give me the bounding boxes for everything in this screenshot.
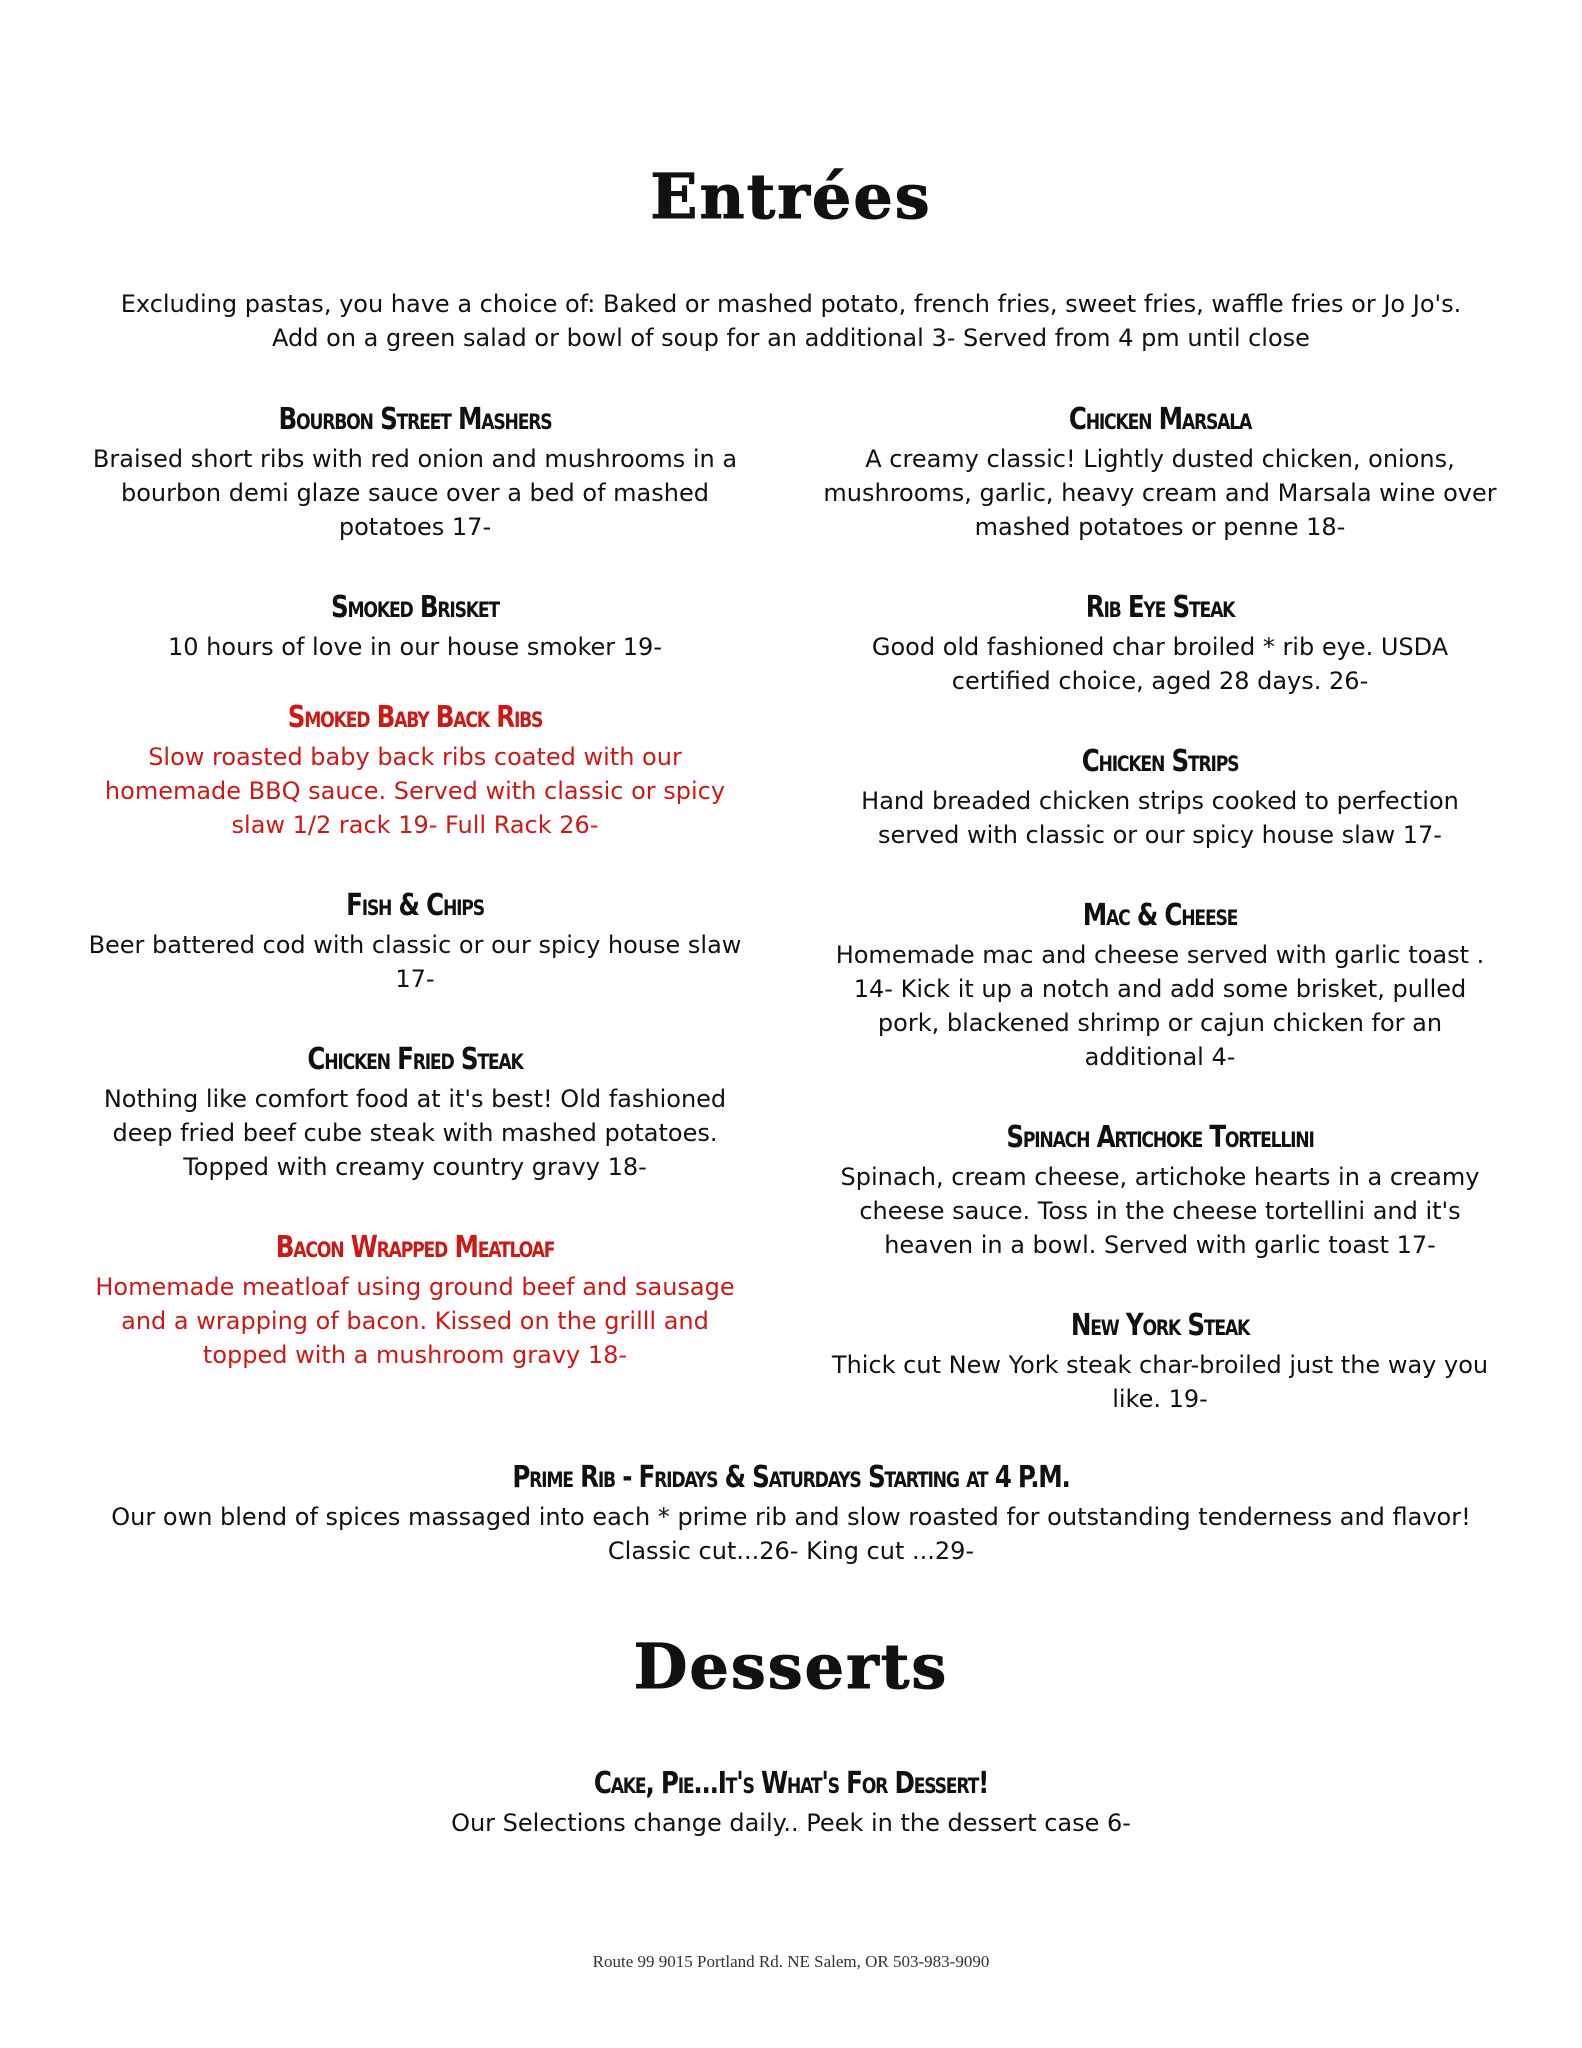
desserts-title: Desserts (633, 1630, 949, 1703)
item-description: Homemade mac and cheese served with garlic toast . 14- Kick it up a notch and add some brisket, pulled pork, blackened shrimp or cajun chicken for an additional 4- (835, 941, 1485, 1071)
menu-item (80, 884, 750, 996)
entrees-left-column (80, 398, 750, 1372)
menu-item (820, 894, 1500, 1074)
item-description: Our Selections change daily.. Peek in the dessert case 6- (451, 1809, 1131, 1837)
item-description: Spinach, cream cheese, artichoke hearts in a creamy cheese sauce. Toss in the cheese tortellini and it's heaven in a bowl. Served with garlic toast 17- (840, 1163, 1480, 1259)
dessert-item (100, 1762, 1482, 1840)
item-name: Smoked Brisket (331, 590, 499, 625)
menu-item (820, 1304, 1500, 1416)
menu-item (820, 1116, 1500, 1262)
prime-rib-item (100, 1456, 1482, 1568)
item-name: Rib Eye Steak (1085, 590, 1235, 625)
item-description-line2: Classic cut...26- King cut ...29- (607, 1537, 975, 1565)
item-description: Homemade meatloaf using ground beef and sausage and a wrapping of bacon. Kissed on the grilll and topped with a mushroom gravy 18- (95, 1273, 735, 1369)
item-name: Chicken Marsala (1068, 402, 1252, 437)
menu-item (80, 1038, 750, 1184)
item-description-line1: Our own blend of spices massaged into each * prime rib and slow roasted for outstanding tenderness and flavor! (111, 1503, 1471, 1531)
item-description: 10 hours of love in our house smoker 19- (168, 633, 662, 661)
item-description: Nothing like comfort food at it's best! Old fashioned deep fried beef cube steak with mashed potatoes. Topped with creamy country gravy 18- (103, 1085, 727, 1181)
item-name: Cake, Pie...It's What's For Dessert! (593, 1766, 989, 1801)
item-name: New York Steak (1070, 1308, 1250, 1343)
entrees-intro: Excluding pastas, you have a choice of: Baked or mashed potato, french fries, sweet fries, waffle fries or Jo Jo's. Add on a green salad or bowl of soup for an additional 3- Served from 4 pm until close (120, 290, 1462, 352)
item-description: Braised short ribs with red onion and mushrooms in a bourbon demi glaze sauce over a bed of mashed potatoes 17- (92, 445, 738, 541)
item-description: Beer battered cod with classic or our spicy house slaw 17- (88, 931, 742, 993)
item-name: Prime Rib - Fridays & Saturdays Starting at 4 P.M. (512, 1460, 1070, 1495)
item-description: Hand breaded chicken strips cooked to perfection served with classic or our spicy house slaw 17- (861, 787, 1459, 849)
item-description: A creamy classic! Lightly dusted chicken, onions, mushrooms, garlic, heavy cream and Marsala wine over mashed potatoes or penne 18- (823, 445, 1497, 541)
footer-address: Route 99 9015 Portland Rd. NE Salem, OR 503-983-9090 (592, 1952, 990, 1971)
item-name: Bourbon Street Mashers (278, 402, 552, 437)
menu-item-featured (80, 1226, 750, 1372)
item-description: Slow roasted baby back ribs coated with our homemade BBQ sauce. Served with classic or spicy slaw 1/2 rack 19- Full Rack 26- (104, 743, 726, 839)
item-name: Fish & Chips (346, 888, 484, 923)
item-name: Spinach Artichoke Tortellini (1006, 1120, 1314, 1155)
menu-item (80, 398, 750, 544)
entrees-right-column (820, 398, 1500, 1416)
item-description: Good old fashioned char broiled * rib eye. USDA certified choice, aged 28 days. 26- (871, 633, 1449, 695)
item-name: Smoked Baby Back Ribs (287, 700, 543, 735)
item-name: Chicken Fried Steak (307, 1042, 523, 1077)
item-name: Bacon Wrapped Meatloaf (275, 1230, 555, 1265)
menu-item (820, 586, 1500, 698)
item-description: Thick cut New York steak char-broiled just the way you like. 19- (831, 1351, 1489, 1413)
menu-item (820, 740, 1500, 852)
menu-item (80, 586, 750, 664)
item-name: Chicken Strips (1081, 744, 1239, 779)
entrees-title: Entrées (650, 160, 932, 233)
menu-item (820, 398, 1500, 544)
item-name: Mac & Cheese (1082, 898, 1238, 933)
menu-item-featured (80, 696, 750, 842)
